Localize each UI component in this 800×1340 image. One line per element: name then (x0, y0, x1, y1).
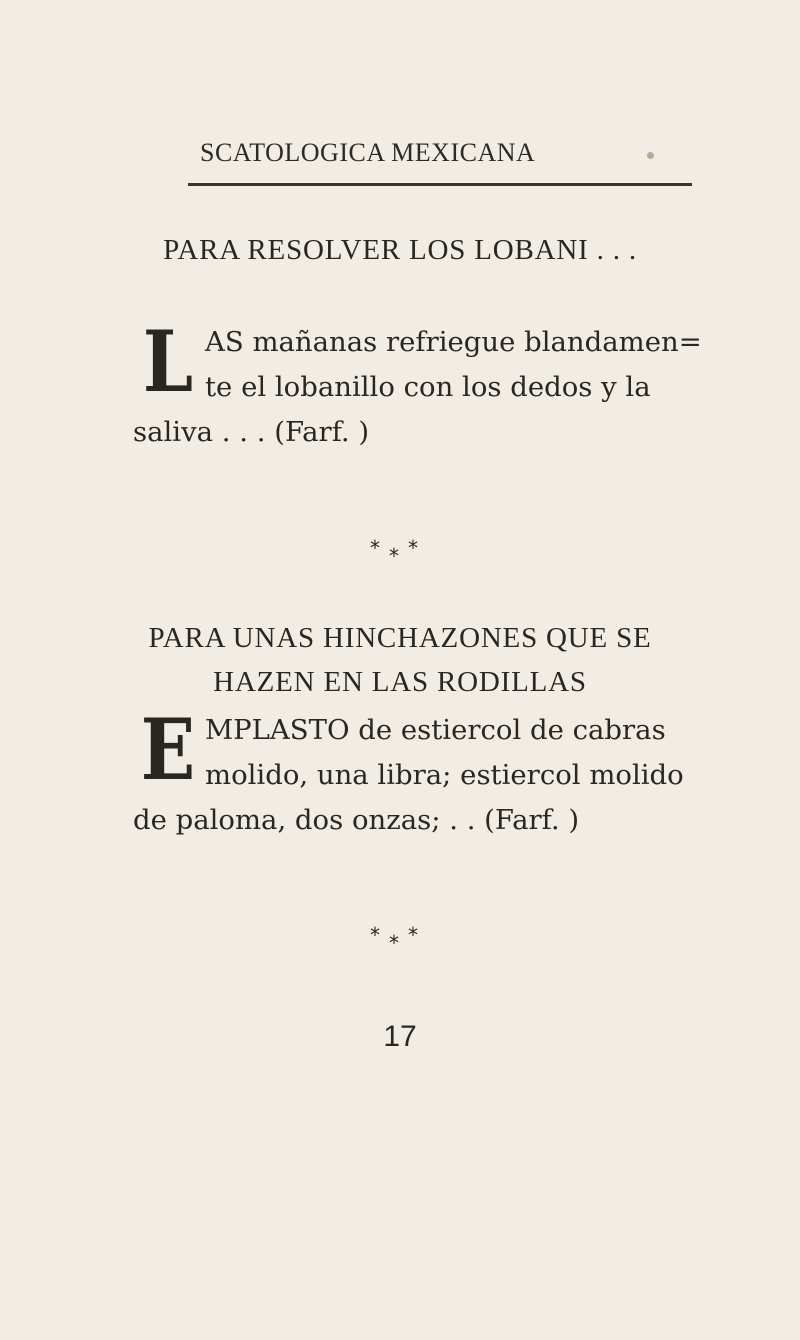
running-head: SCATOLOGICA MEXICANA (200, 138, 536, 167)
asterisk-glyph: * (370, 923, 380, 947)
section-title-1 (100, 228, 700, 272)
recipe-paragraph-2 (133, 700, 703, 843)
section-title-line: PARA RESOLVER LOS LOBANI . . . (163, 234, 637, 266)
asterisk-glyph: * (408, 536, 418, 560)
paragraph-line: saliva . . . (Farf. ) (133, 416, 370, 448)
section-title-2 (100, 616, 700, 704)
asterism-divider-2 (360, 925, 440, 955)
paragraph-line: molido, una libra; estiercol molido (205, 759, 684, 791)
ink-speck (647, 152, 654, 159)
asterisk-glyph: * (389, 544, 399, 568)
recipe-paragraph-1 (133, 312, 703, 455)
paragraph-line: te el lobanillo con los dedos y la (205, 371, 651, 403)
drop-cap-1: L (142, 312, 194, 411)
asterisk-glyph: * (370, 536, 380, 560)
asterism-divider-1 (360, 538, 440, 568)
header-rule (188, 183, 692, 186)
paragraph-line: de paloma, dos onzas; . . (Farf. ) (133, 804, 580, 836)
paragraph-line: AS mañanas refriegue blandamen= (205, 326, 702, 358)
section-title-line: HAZEN EN LAS RODILLAS (213, 666, 587, 698)
asterisk-glyph: * (408, 923, 418, 947)
section-title-line: PARA UNAS HINCHAZONES QUE SE (148, 622, 652, 654)
page-number: 17 (383, 1020, 417, 1053)
asterisk-glyph: * (389, 931, 399, 955)
drop-cap-2: E (140, 700, 196, 799)
paragraph-line: MPLASTO de estiercol de cabras (205, 714, 666, 746)
